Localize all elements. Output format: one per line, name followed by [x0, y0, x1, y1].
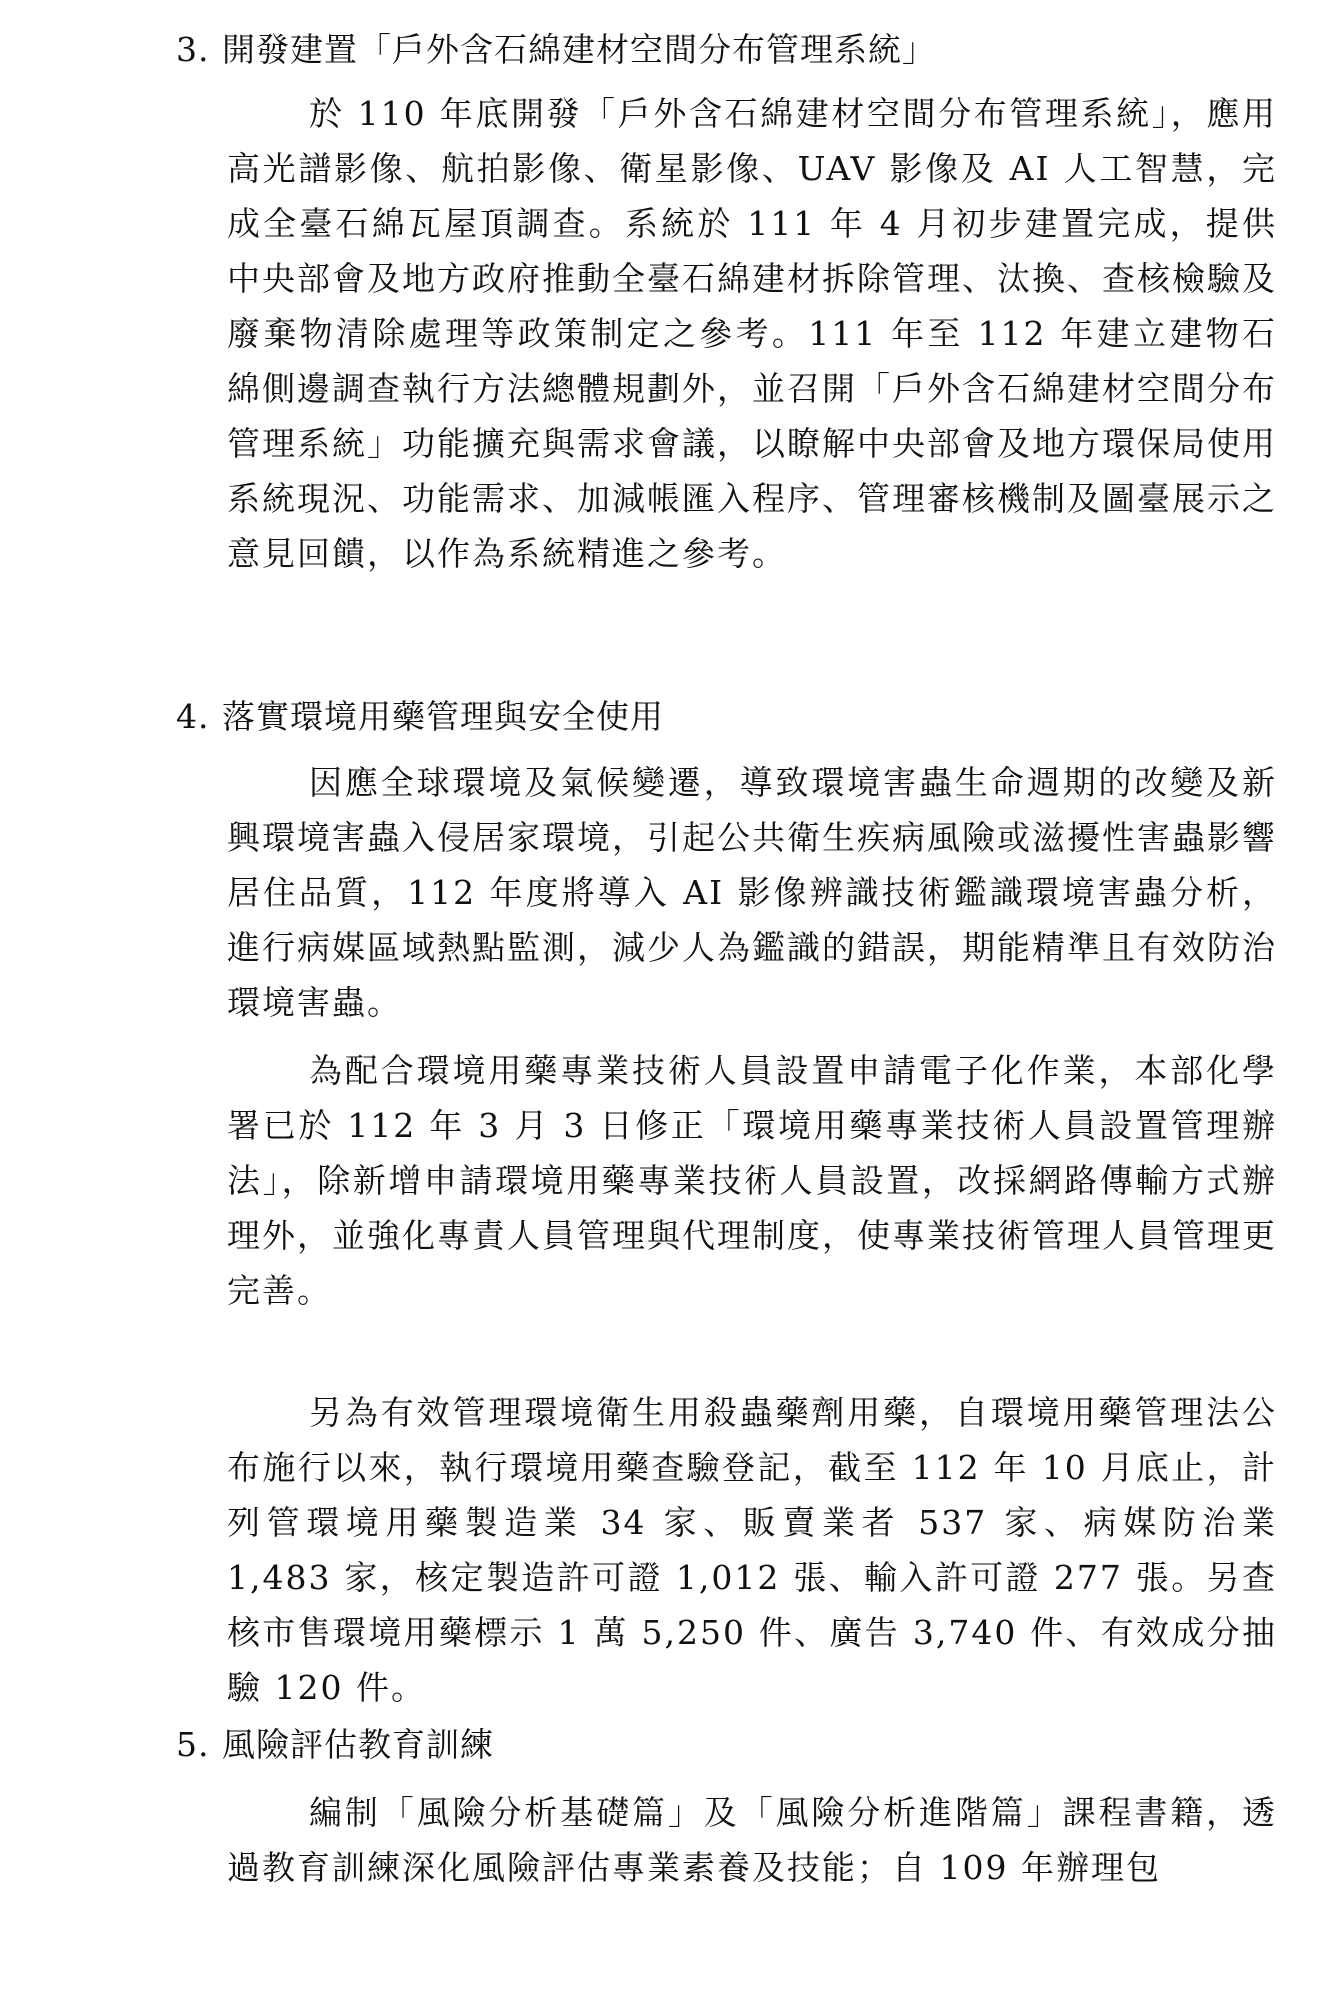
section-5-heading	[176, 1725, 494, 1765]
section-4-paragraph-1: 因應全球環境及氣候變遷，導致環境害蟲生命週期的改變及新興環境害蟲入侵居家環境，引起公共衛生疾病風險或滋擾性害蟲影響居住品質，112 年度將導入 AI 影像辨識技術鑑識環境害蟲分析，進行病媒區域熱點監測，減少人為鑑識的錯誤，期能精準且有效防治環境害蟲。	[227, 763, 1277, 1022]
section-3-heading	[176, 30, 936, 70]
section-4-paragraph-3: 另為有效管理環境衛生用殺蟲藥劑用藥，自環境用藥管理法公布施行以來，執行環境用藥查驗登記，截至 112 年 10 月底止，計列管環境用藥製造業 34 家、販賣業者 537 家、病媒防治業 1,483 家，核定製造許可證 1,012 張、輸入許可證 277 張。另查核市售環境用藥標示 1 萬 5,250 件、廣告 3,740 件、有效成分抽驗 120 件。	[227, 1393, 1277, 1707]
section-5-number: 5.	[176, 1725, 210, 1764]
section-4-heading	[176, 697, 664, 737]
section-3-number: 3.	[176, 30, 210, 69]
section-4-number: 4.	[176, 697, 210, 736]
section-3-title: 開發建置「戶外含石綿建材空間分布管理系統」	[222, 30, 936, 69]
section-4-title: 落實環境用藥管理與安全使用	[222, 697, 664, 736]
section-4-paragraph-2: 為配合環境用藥專業技術人員設置申請電子化作業，本部化學署已於 112 年 3 月 3 日修正「環境用藥專業技術人員設置管理辦法」，除新增申請環境用藥專業技術人員設置，改採網路傳輸方式辦理外，並強化專責人員管理與代理制度，使專業技術管理人員管理更完善。	[227, 1051, 1277, 1310]
section-3-paragraph-1: 於 110 年底開發「戶外含石綿建材空間分布管理系統」，應用高光譜影像、航拍影像、衛星影像、UAV 影像及 AI 人工智慧，完成全臺石綿瓦屋頂調查。系統於 111 年 4 月初步建置完成，提供中央部會及地方政府推動全臺石綿建材拆除管理、汰換、查核檢驗及廢棄物清除處理等政策制定之參考。111 年至 112 年建立建物石綿側邊調查執行方法總體規劃外，並召開「戶外含石綿建材空間分布管理系統」功能擴充與需求會議，以瞭解中央部會及地方環保局使用系統現況、功能需求、加減帳匯入程序、管理審核機制及圖臺展示之意見回饋，以作為系統精進之參考。	[227, 94, 1277, 573]
section-5-paragraph-1: 編制「風險分析基礎篇」及「風險分析進階篇」課程書籍，透過教育訓練深化風險評估專業素養及技能；自 109 年辦理包	[227, 1793, 1277, 1887]
section-5-title: 風險評估教育訓練	[222, 1725, 494, 1764]
